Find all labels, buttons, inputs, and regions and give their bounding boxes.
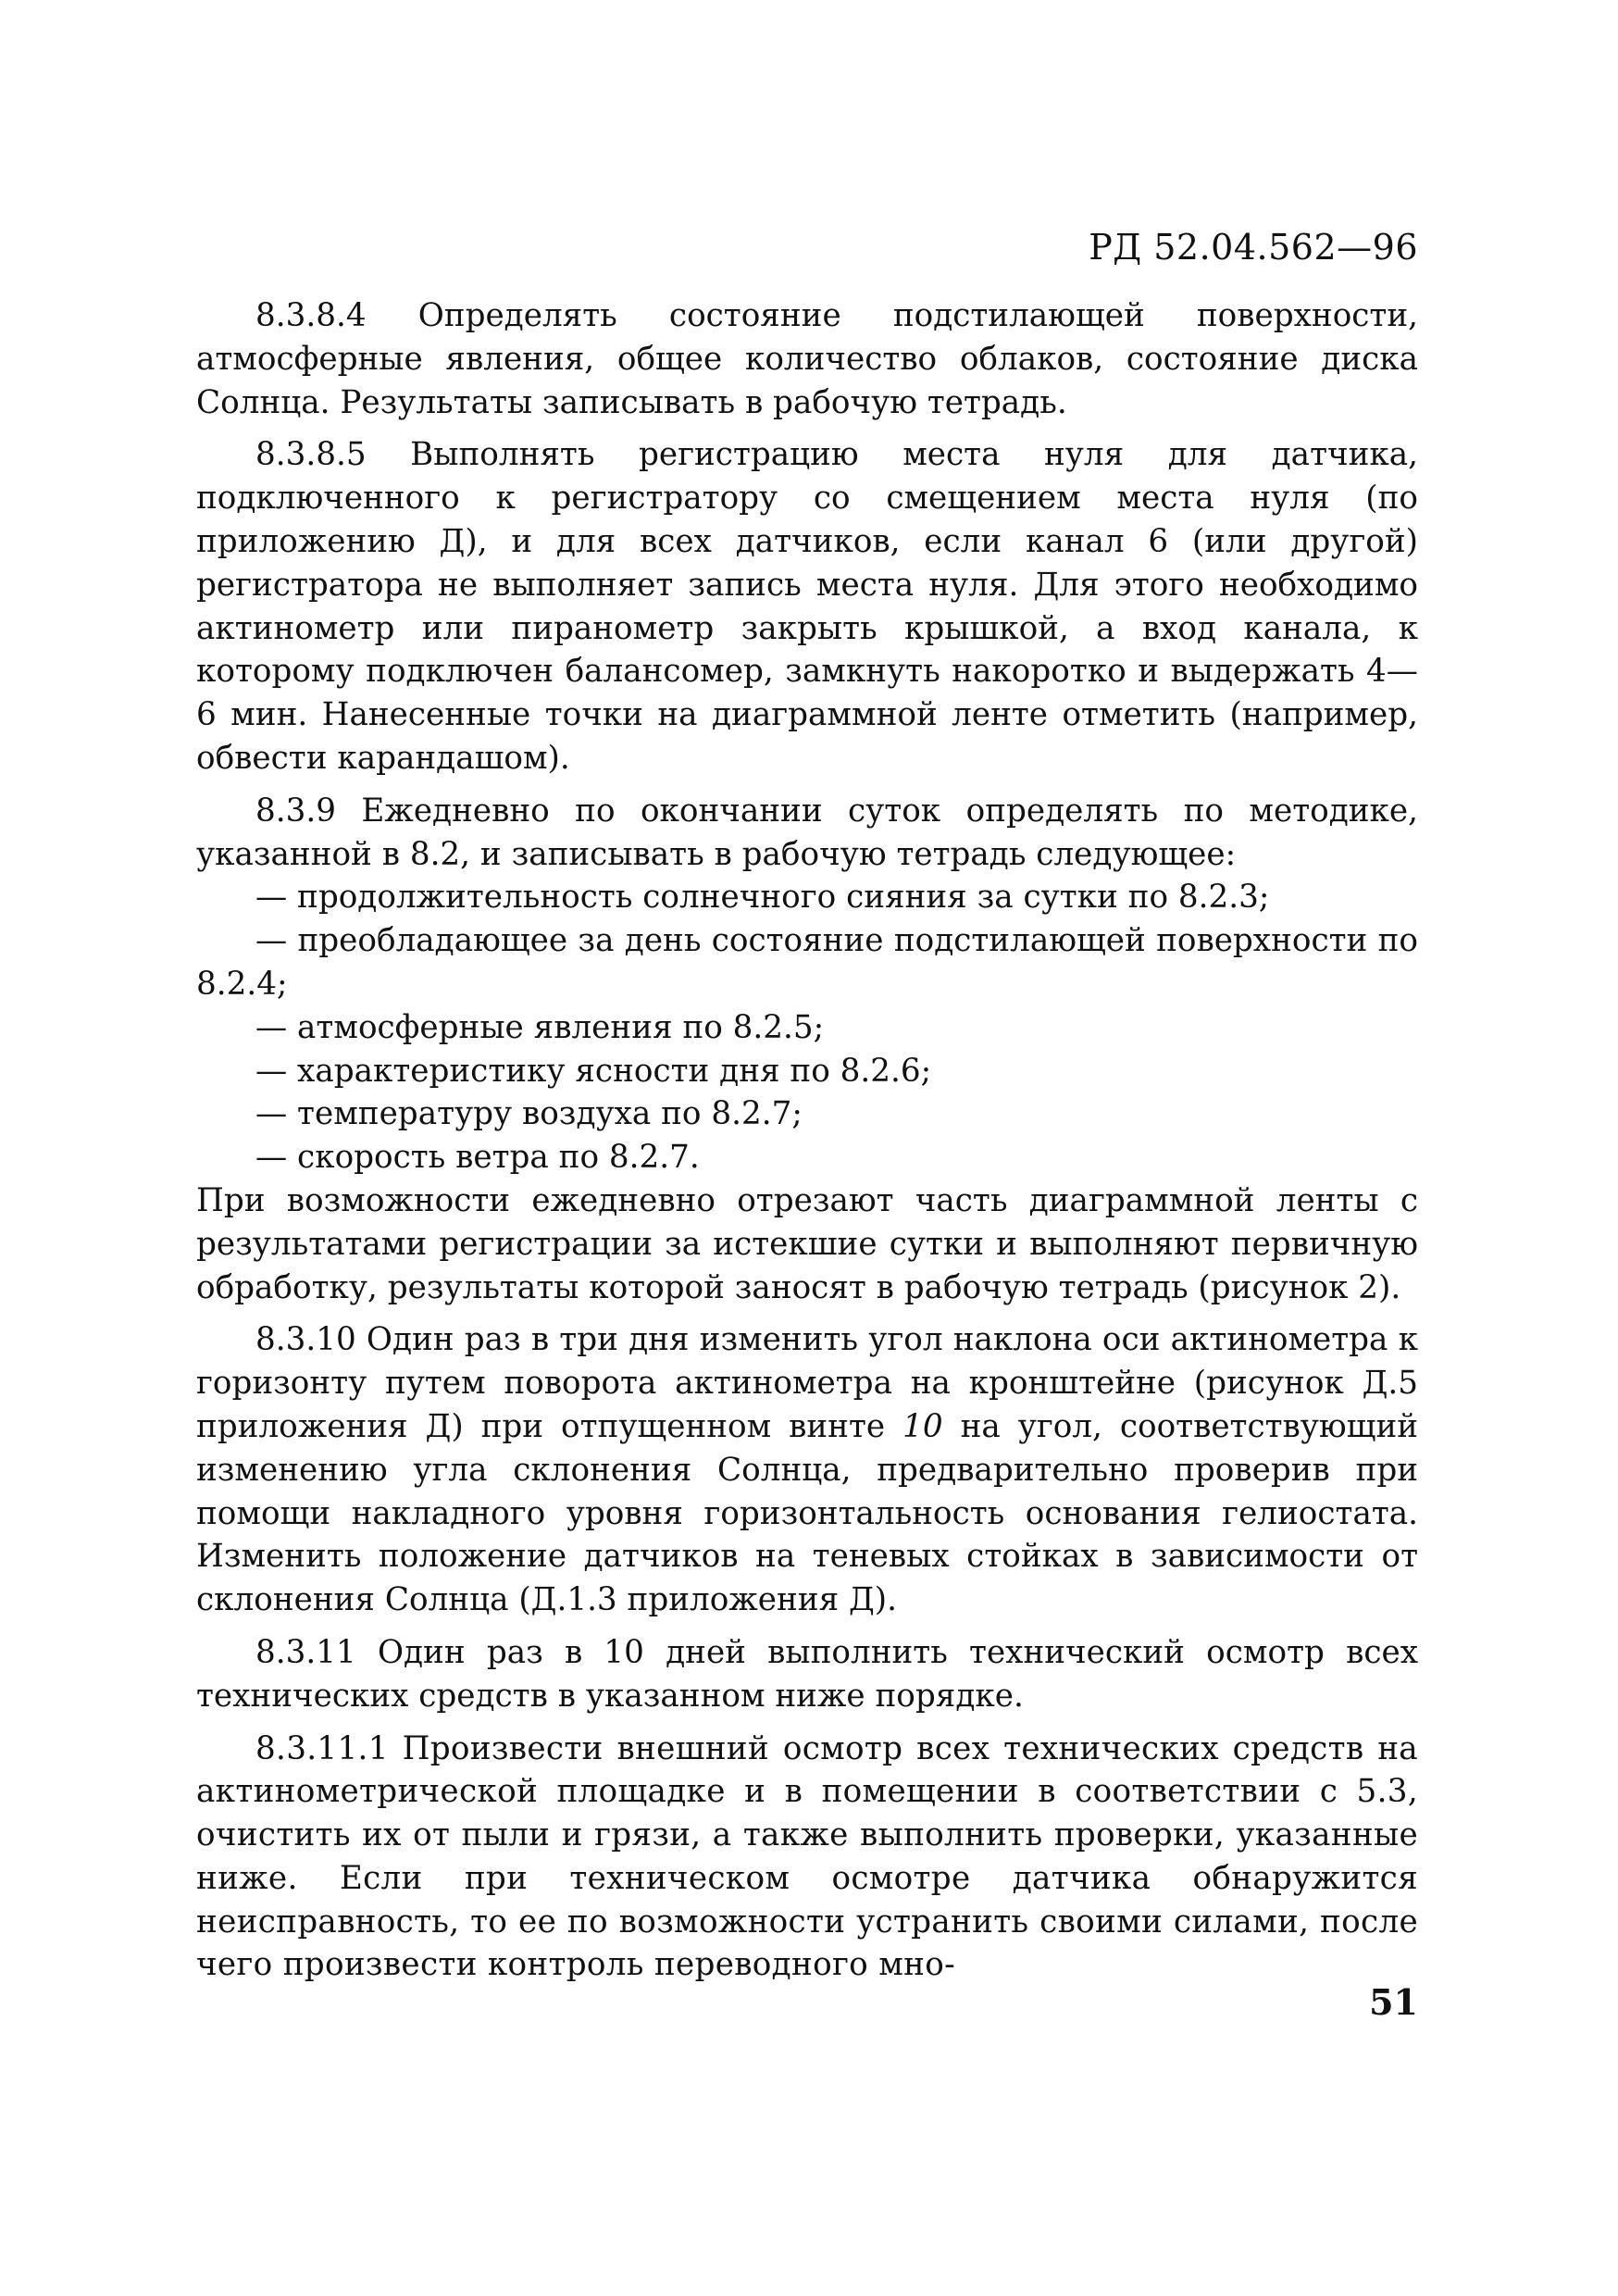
paragraph-8-3-10 xyxy=(196,1318,1418,1622)
list-item: — температуру воздуха по 8.2.7; xyxy=(255,1095,803,1133)
paragraph-8-3-8-5: 8.3.8.5 Выполнять регистрацию места нуля для датчика, подключенного к регистратору со смещением места нуля (по приложению Д), и для всех датчиков, если канал 6 (или другой) регистратора не выполняет запись места нуля. Для этого необходимо актинометр или пиранометр закрыть крышкой, а вход канала, к которому подключен балансомер, замкнуть накоротко и выдержать 4—6 мин. Нанесенные точки на диаграммной ленте отметить (например, обвести карандашом). xyxy=(196,436,1418,777)
list-item: — характеристику ясности дня по 8.2.6; xyxy=(255,1052,932,1090)
paragraph-8-3-9: 8.3.9 Ежедневно по окончании суток определять по методике, указанной в 8.2, и записывать в рабочую тетрадь следующее: xyxy=(196,792,1418,873)
document-code: РД 52.04.562—96 xyxy=(1089,227,1418,268)
paragraph-8-3-10-part-a: 8.3.10 Один раз в три дня изменить угол наклона оси актинометра к горизонту путем поворота актинометра на кронштейне (рисунок Д.5 приложения Д) при отпущенном винте xyxy=(196,1321,1418,1445)
list-item: — атмосферные явления по 8.2.5; xyxy=(255,1008,825,1046)
paragraph-processing: При возможности ежедневно отрезают часть диаграммной ленты с результатами регистрации за истекшие сутки и выполняют первичную обработку, результаты которой заносят в рабочую тетрадь (рисунок 2). xyxy=(196,1181,1418,1306)
paragraph-8-3-11: 8.3.11 Один раз в 10 дней выполнить технический осмотр всех технических средств в указанном ниже порядке. xyxy=(196,1633,1418,1715)
list-item: — преобладающее за день состояние подстилающей поверхности по 8.2.4; xyxy=(196,922,1418,1003)
paragraph-8-3-10-part-b: на угол, соответствующий изменению угла склонения Солнца, предварительно проверив при помощи накладного уровня горизонтальность основания гелиостата. Изменить положение датчиков на теневых стойках в зависимости от склонения Солнца (Д.1.3 приложения Д). xyxy=(196,1407,1419,1619)
page-number: 51 xyxy=(1369,1981,1418,2023)
paragraph-8-3-11-1: 8.3.11.1 Произвести внешний осмотр всех технических средств на актинометрической площадке и в помещении в соответствии с 5.3, очистить их от пыли и грязи, а также выполнить проверки, указанные ниже. Если при техническом осмотре датчика обнаружится неисправность, то ее по возможности устранить своими силами, после чего произвести контроль переводного мно- xyxy=(196,1729,1418,1984)
list-item: — продолжительность солнечного сияния за сутки по 8.2.3; xyxy=(255,879,1270,917)
screw-number: 10 xyxy=(902,1407,943,1445)
page-body xyxy=(196,294,1418,1987)
paragraph-8-3-8-4: 8.3.8.4 Определять состояние подстилающей поверхности, атмосферные явления, общее количество облаков, состояние диска Солнца. Результаты записывать в рабочую тетрадь. xyxy=(196,297,1418,421)
list-item: — скорость ветра по 8.2.7. xyxy=(255,1139,700,1177)
